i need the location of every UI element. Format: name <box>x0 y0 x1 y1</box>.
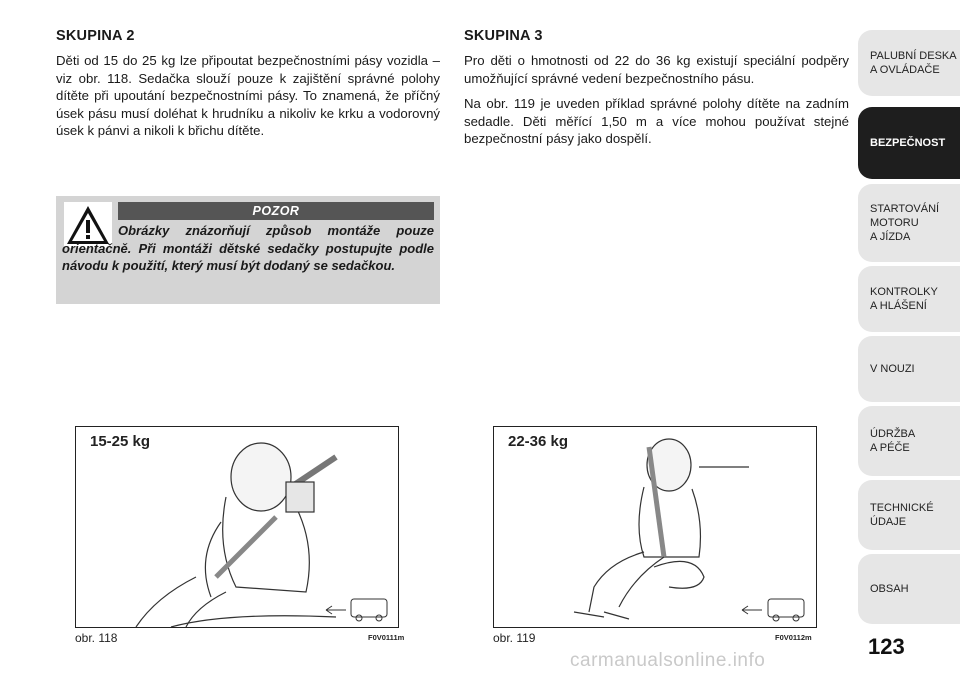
sidebar-tab-safety[interactable]: BEZPEČNOST <box>858 107 960 179</box>
watermark: carmanualsonline.info <box>570 650 766 671</box>
child-booster-seat-illustration <box>76 427 398 627</box>
figure-119-caption: obr. 119 <box>493 631 536 645</box>
figure-119 <box>493 426 817 628</box>
figure-weight-label: 15-25 kg <box>90 433 151 450</box>
figure-118-caption: obr. 118 <box>75 631 118 645</box>
figure-118 <box>75 426 399 628</box>
section-heading-group2: SKUPINA 2 <box>56 28 135 44</box>
sidebar-tab-technical-data[interactable]: TECHNICKÉ ÚDAJE <box>858 480 960 550</box>
sidebar-tab-maintenance[interactable]: ÚDRŽBA A PÉČE <box>858 406 960 476</box>
warning-text: Obrázky znázorňují způsob montáže pouze orientačně. Při montáži dětské sedačky postupujte podle návodu k použití, který musí být dodaný se sedačkou. <box>62 223 434 273</box>
section-heading-group3: SKUPINA 3 <box>464 28 543 44</box>
sidebar-tab-emergency[interactable]: V NOUZI <box>858 336 960 402</box>
chapter-sidebar <box>858 0 960 677</box>
warning-title: POZOR <box>118 202 434 220</box>
sidebar-tab-starting-driving[interactable]: STARTOVÁNÍ MOTORU A JÍZDA <box>858 184 960 262</box>
sidebar-tab-dashboard[interactable]: PALUBNÍ DESKA A OVLÁDAČE <box>858 30 960 96</box>
figure-119-code: F0V0112m <box>775 633 812 642</box>
figure-weight-label: 22-36 kg <box>508 433 569 450</box>
page-number: 123 <box>868 634 905 659</box>
right-column <box>464 0 849 156</box>
left-column <box>56 0 440 148</box>
child-seat-illustration <box>494 427 816 627</box>
warning-box <box>56 196 440 304</box>
group3-paragraph-1: Pro děti o hmotnosti od 22 do 36 kg existují speciální podpěry umožňující správné vedení bezpečnostního pásu. <box>464 53 849 86</box>
sidebar-tab-warnings[interactable]: KONTROLKY A HLÁŠENÍ <box>858 266 960 332</box>
group3-paragraph-2: Na obr. 119 je uveden příklad správné polohy dítěte na zadním sedadle. Děti měřící 1,50 m a více mohou používat stejné bezpečnostní pásy jako dospělí. <box>464 96 849 146</box>
group2-paragraph: Děti od 15 do 25 kg lze připoutat bezpečnostními pásy vozidla – viz obr. 118. Sedačka slouží pouze k zajištění správné polohy dítěte při upoutání bezpečnostními pásy. To znamená, že příčný úsek pásu musí doléhat k hrudníku a nikoliv ke krku a vodorovný úsek k pánvi a nikoli k břichu dítěte. <box>56 53 440 138</box>
sidebar-tab-contents[interactable]: OBSAH <box>858 554 960 624</box>
figure-118-code: F0V0111m <box>368 633 405 642</box>
